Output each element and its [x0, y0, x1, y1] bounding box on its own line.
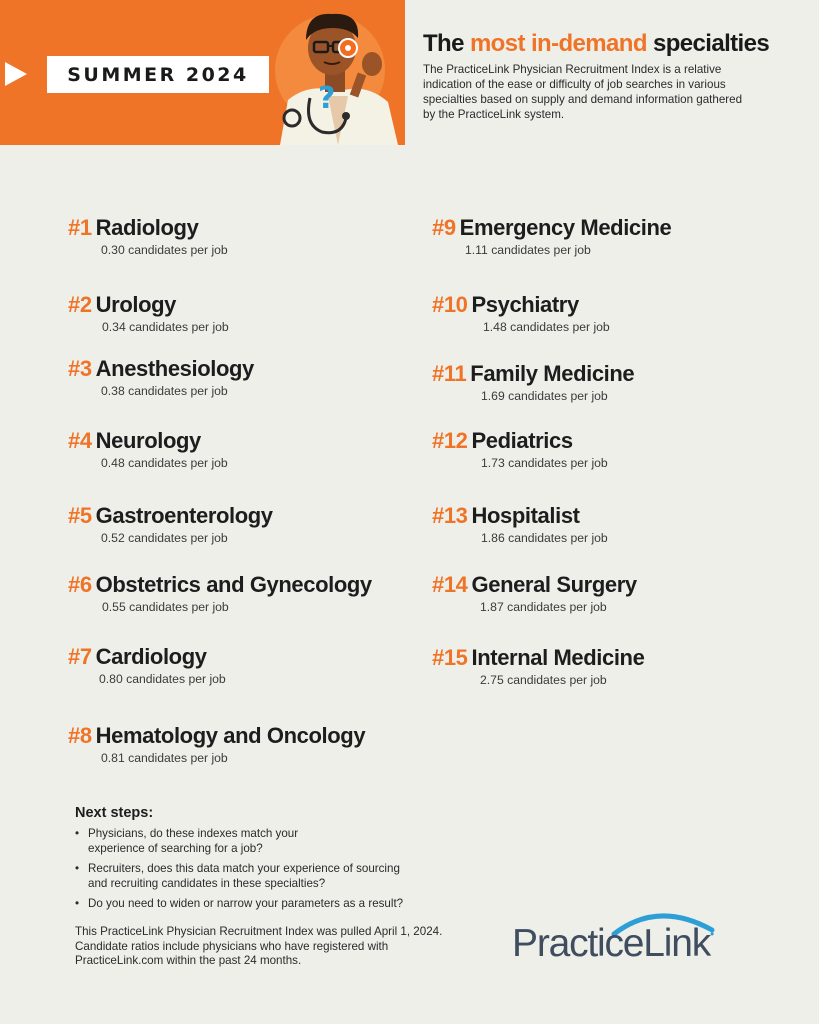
specialty-rank: #9	[432, 215, 456, 240]
specialty-name: Gastroenterology	[95, 503, 273, 528]
specialty-rank: #14	[432, 572, 468, 597]
specialty-rank: #13	[432, 503, 468, 528]
logo-dot: •	[710, 927, 714, 941]
specialty-item	[68, 215, 228, 257]
specialty-name: Internal Medicine	[471, 645, 645, 670]
logo-text-link: Link	[643, 922, 711, 965]
specialty-ratio: 0.48 candidates per job	[101, 456, 228, 470]
specialty-ratio: 0.38 candidates per job	[101, 384, 228, 398]
specialty-rank: #2	[68, 292, 92, 317]
svg-text:?: ?	[318, 81, 336, 116]
play-arrow-icon	[5, 62, 27, 86]
specialty-rank: #5	[68, 503, 92, 528]
specialty-ratio: 0.52 candidates per job	[101, 531, 228, 545]
specialty-name: Pediatrics	[471, 428, 573, 453]
specialty-ratio: 0.55 candidates per job	[102, 600, 229, 614]
logo-wordmark	[512, 922, 713, 966]
specialty-rank: #15	[432, 645, 468, 670]
specialty-rank: #6	[68, 572, 92, 597]
specialty-name: Psychiatry	[471, 292, 579, 317]
specialty-ratio: 0.34 candidates per job	[102, 320, 229, 334]
specialty-name: Cardiology	[95, 644, 207, 669]
season-label: SUMMER 2024	[47, 56, 269, 93]
specialty-item	[68, 572, 372, 614]
specialty-item	[68, 644, 226, 686]
specialty-rank: #1	[68, 215, 92, 240]
specialty-ratio: 1.87 candidates per job	[480, 600, 607, 614]
footnote: This PracticeLink Physician Recruitment Index was pulled April 1, 2024. Candidate ratios include physicians who have registered with PracticeLink.com within the past 24 months.	[75, 925, 443, 967]
season-banner	[0, 0, 405, 145]
specialty-item	[68, 723, 365, 765]
specialty-name: Emergency Medicine	[459, 215, 672, 240]
specialty-rank: #4	[68, 428, 92, 453]
specialty-item	[432, 428, 608, 470]
specialty-rank: #10	[432, 292, 468, 317]
specialty-name: Urology	[95, 292, 176, 317]
specialty-name: Neurology	[95, 428, 201, 453]
logo-text-practice: Practice	[512, 922, 644, 965]
specialty-name: General Surgery	[471, 572, 637, 597]
specialty-ratio: 1.73 candidates per job	[481, 456, 608, 470]
specialty-item	[432, 645, 644, 687]
specialty-item	[432, 361, 634, 403]
doctor-illustration	[270, 0, 405, 145]
practicelink-logo	[512, 908, 772, 978]
list-item: • Recruiters, does this data match your experience of sourcing and recruiting candidates in these specialties?	[75, 862, 420, 891]
specialty-ratio: 1.69 candidates per job	[481, 389, 608, 403]
specialty-ratio: 1.86 candidates per job	[481, 531, 608, 545]
title-prefix: The	[423, 30, 470, 57]
list-item: • Do you need to widen or narrow your parameters as a result?	[75, 897, 435, 912]
specialty-item	[432, 292, 610, 334]
specialty-item	[68, 292, 229, 334]
specialty-item	[432, 572, 637, 614]
next-steps-list	[75, 827, 435, 912]
specialty-rank: #12	[432, 428, 468, 453]
specialty-item	[432, 215, 671, 257]
specialty-item	[68, 356, 254, 398]
page-title	[423, 30, 769, 58]
specialty-name: Obstetrics and Gynecology	[95, 572, 372, 597]
specialty-item	[68, 428, 228, 470]
specialty-name: Hospitalist	[471, 503, 580, 528]
specialty-ratio: 0.81 candidates per job	[101, 751, 228, 765]
specialty-item	[68, 503, 273, 545]
specialty-name: Family Medicine	[470, 361, 635, 386]
specialty-item	[432, 503, 608, 545]
specialty-rank: #3	[68, 356, 92, 381]
specialty-ratio: 2.75 candidates per job	[480, 673, 607, 687]
next-steps-heading: Next steps:	[75, 805, 154, 821]
title-highlight: most in-demand	[469, 30, 647, 57]
specialty-name: Hematology and Oncology	[95, 723, 366, 748]
specialty-rank: #8	[68, 723, 92, 748]
title-suffix: specialties	[646, 30, 770, 57]
next-steps-section	[75, 805, 435, 918]
list-item: • Physicians, do these indexes match your experience of searching for a job?	[75, 827, 335, 856]
specialty-name: Radiology	[95, 215, 199, 240]
specialty-ratio: 0.80 candidates per job	[99, 672, 226, 686]
specialty-ratio: 1.48 candidates per job	[483, 320, 610, 334]
intro-description: The PracticeLink Physician Recruitment Index is a relative indication of the ease or difficulty of job searches in various specialties based on supply and demand information gathered by the PracticeLink system.	[423, 63, 743, 121]
specialty-rank: #11	[432, 361, 467, 386]
specialty-name: Anesthesiology	[95, 356, 254, 381]
specialty-ratio: 0.30 candidates per job	[101, 243, 228, 257]
specialty-rank: #7	[68, 644, 92, 669]
specialty-ratio: 1.11 candidates per job	[465, 243, 591, 257]
